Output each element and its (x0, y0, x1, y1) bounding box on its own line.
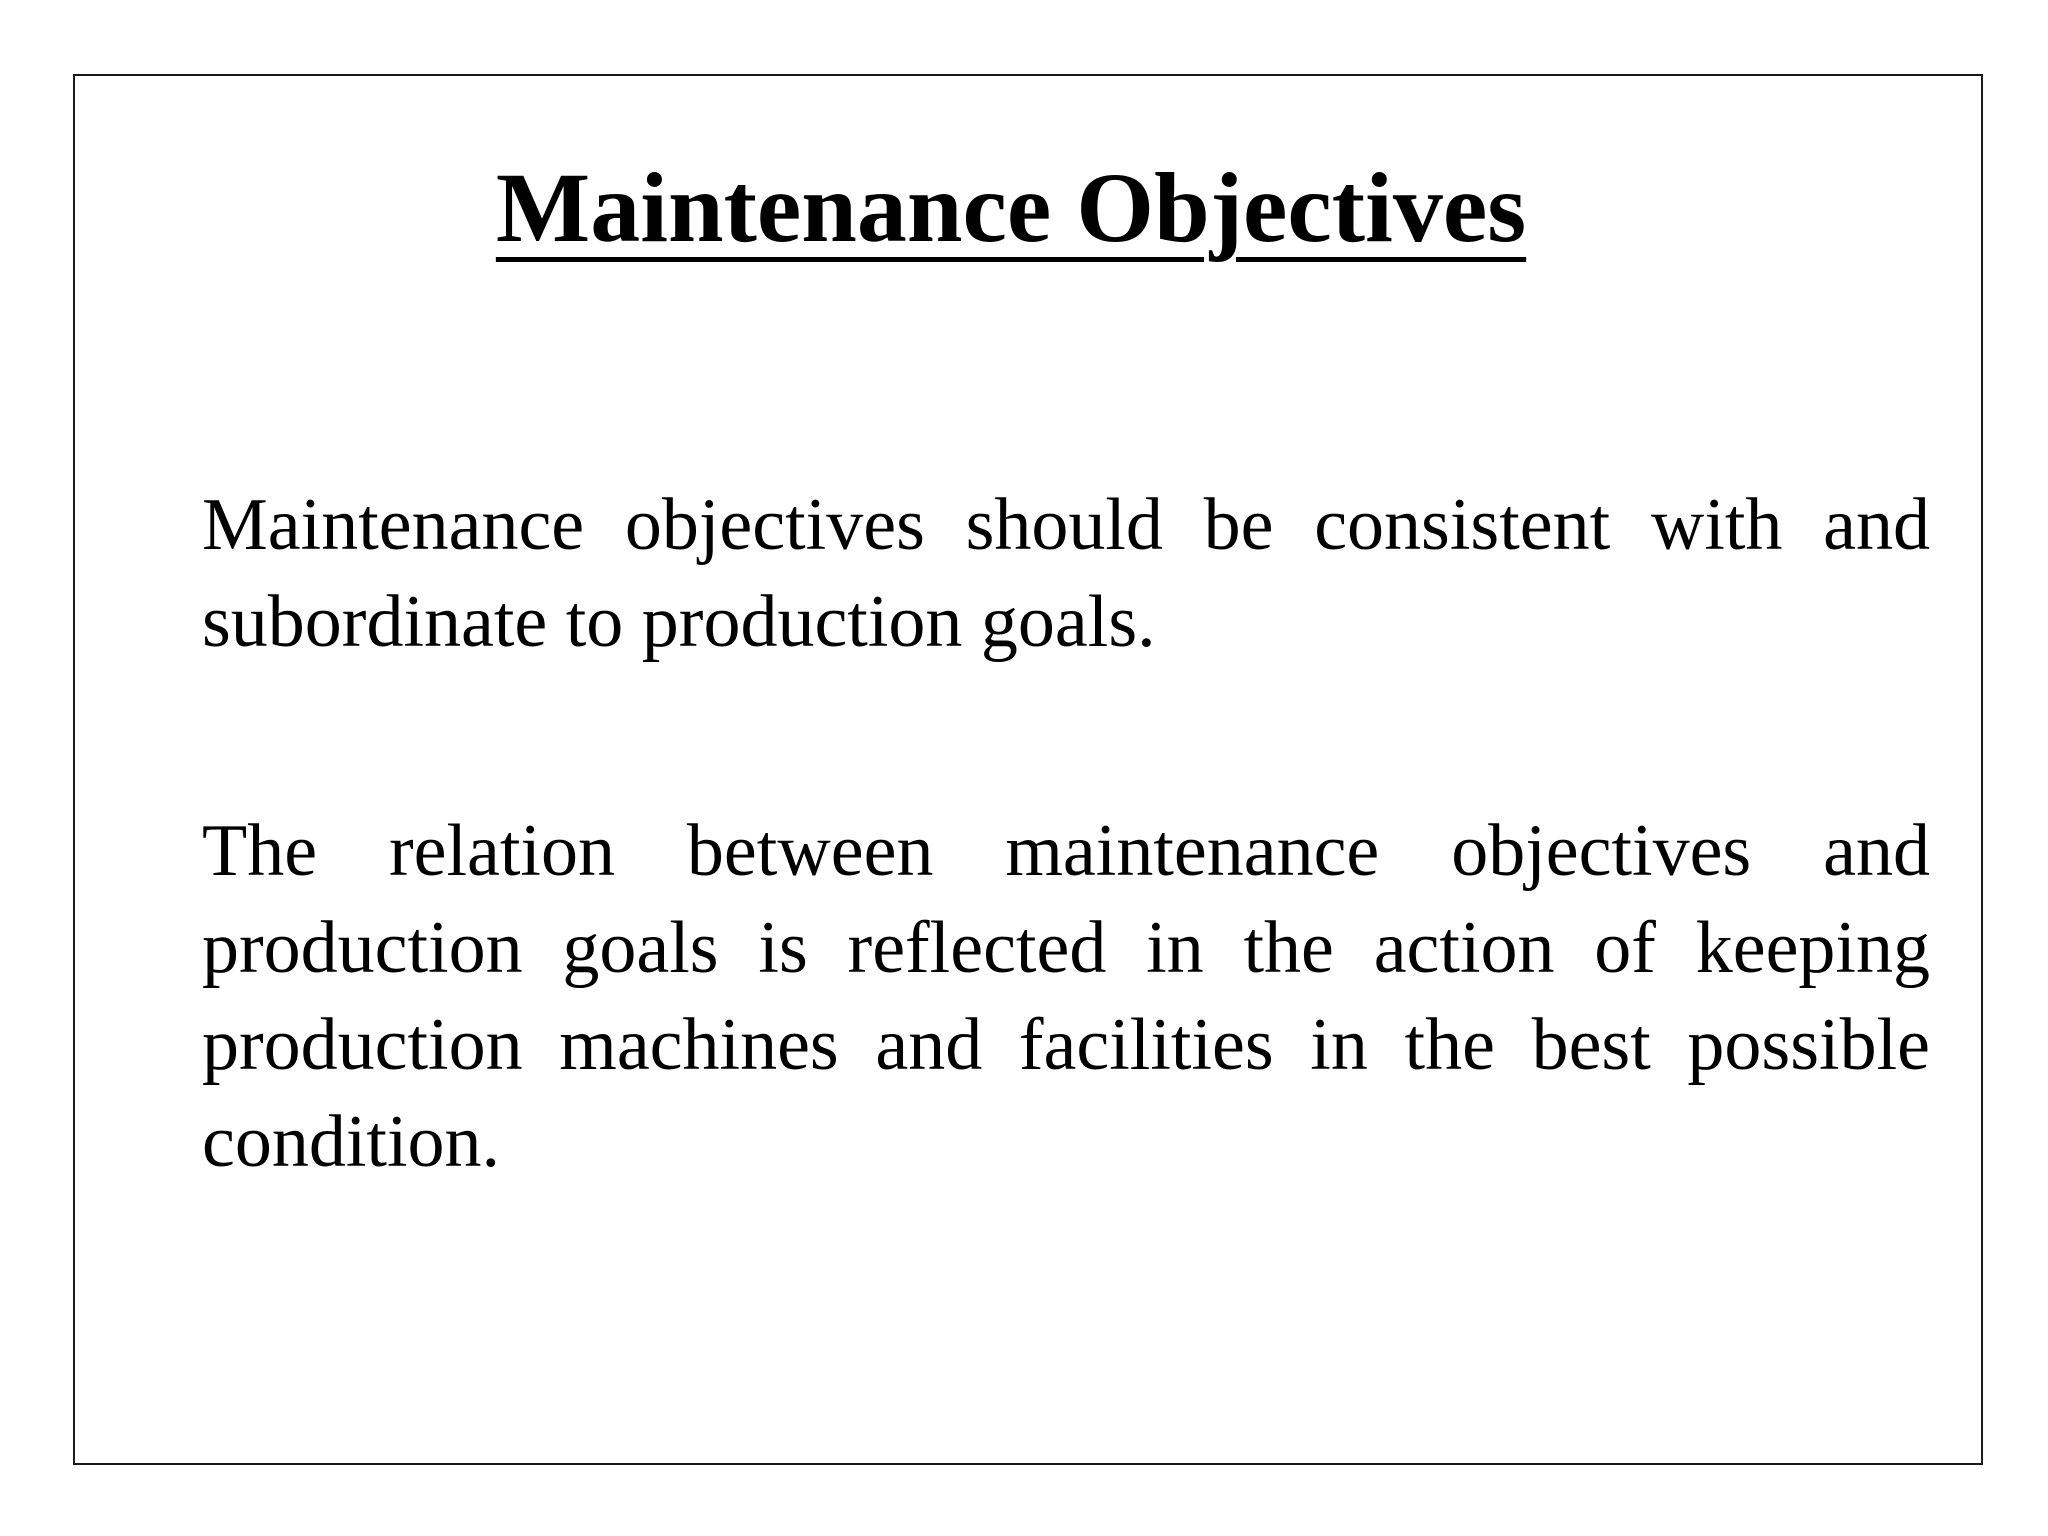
paragraph-relation: The relation between maintenance objectives and production goals is reflected in the action of keeping production machines and facilities in the best possible condition. (202, 810, 1930, 1183)
slide-title: Maintenance Objectives (495, 152, 1527, 263)
slide-border-frame (73, 74, 1983, 1465)
paragraph-consistency: Maintenance objectives should be consistent with and subordinate to production goals. (202, 484, 1930, 663)
